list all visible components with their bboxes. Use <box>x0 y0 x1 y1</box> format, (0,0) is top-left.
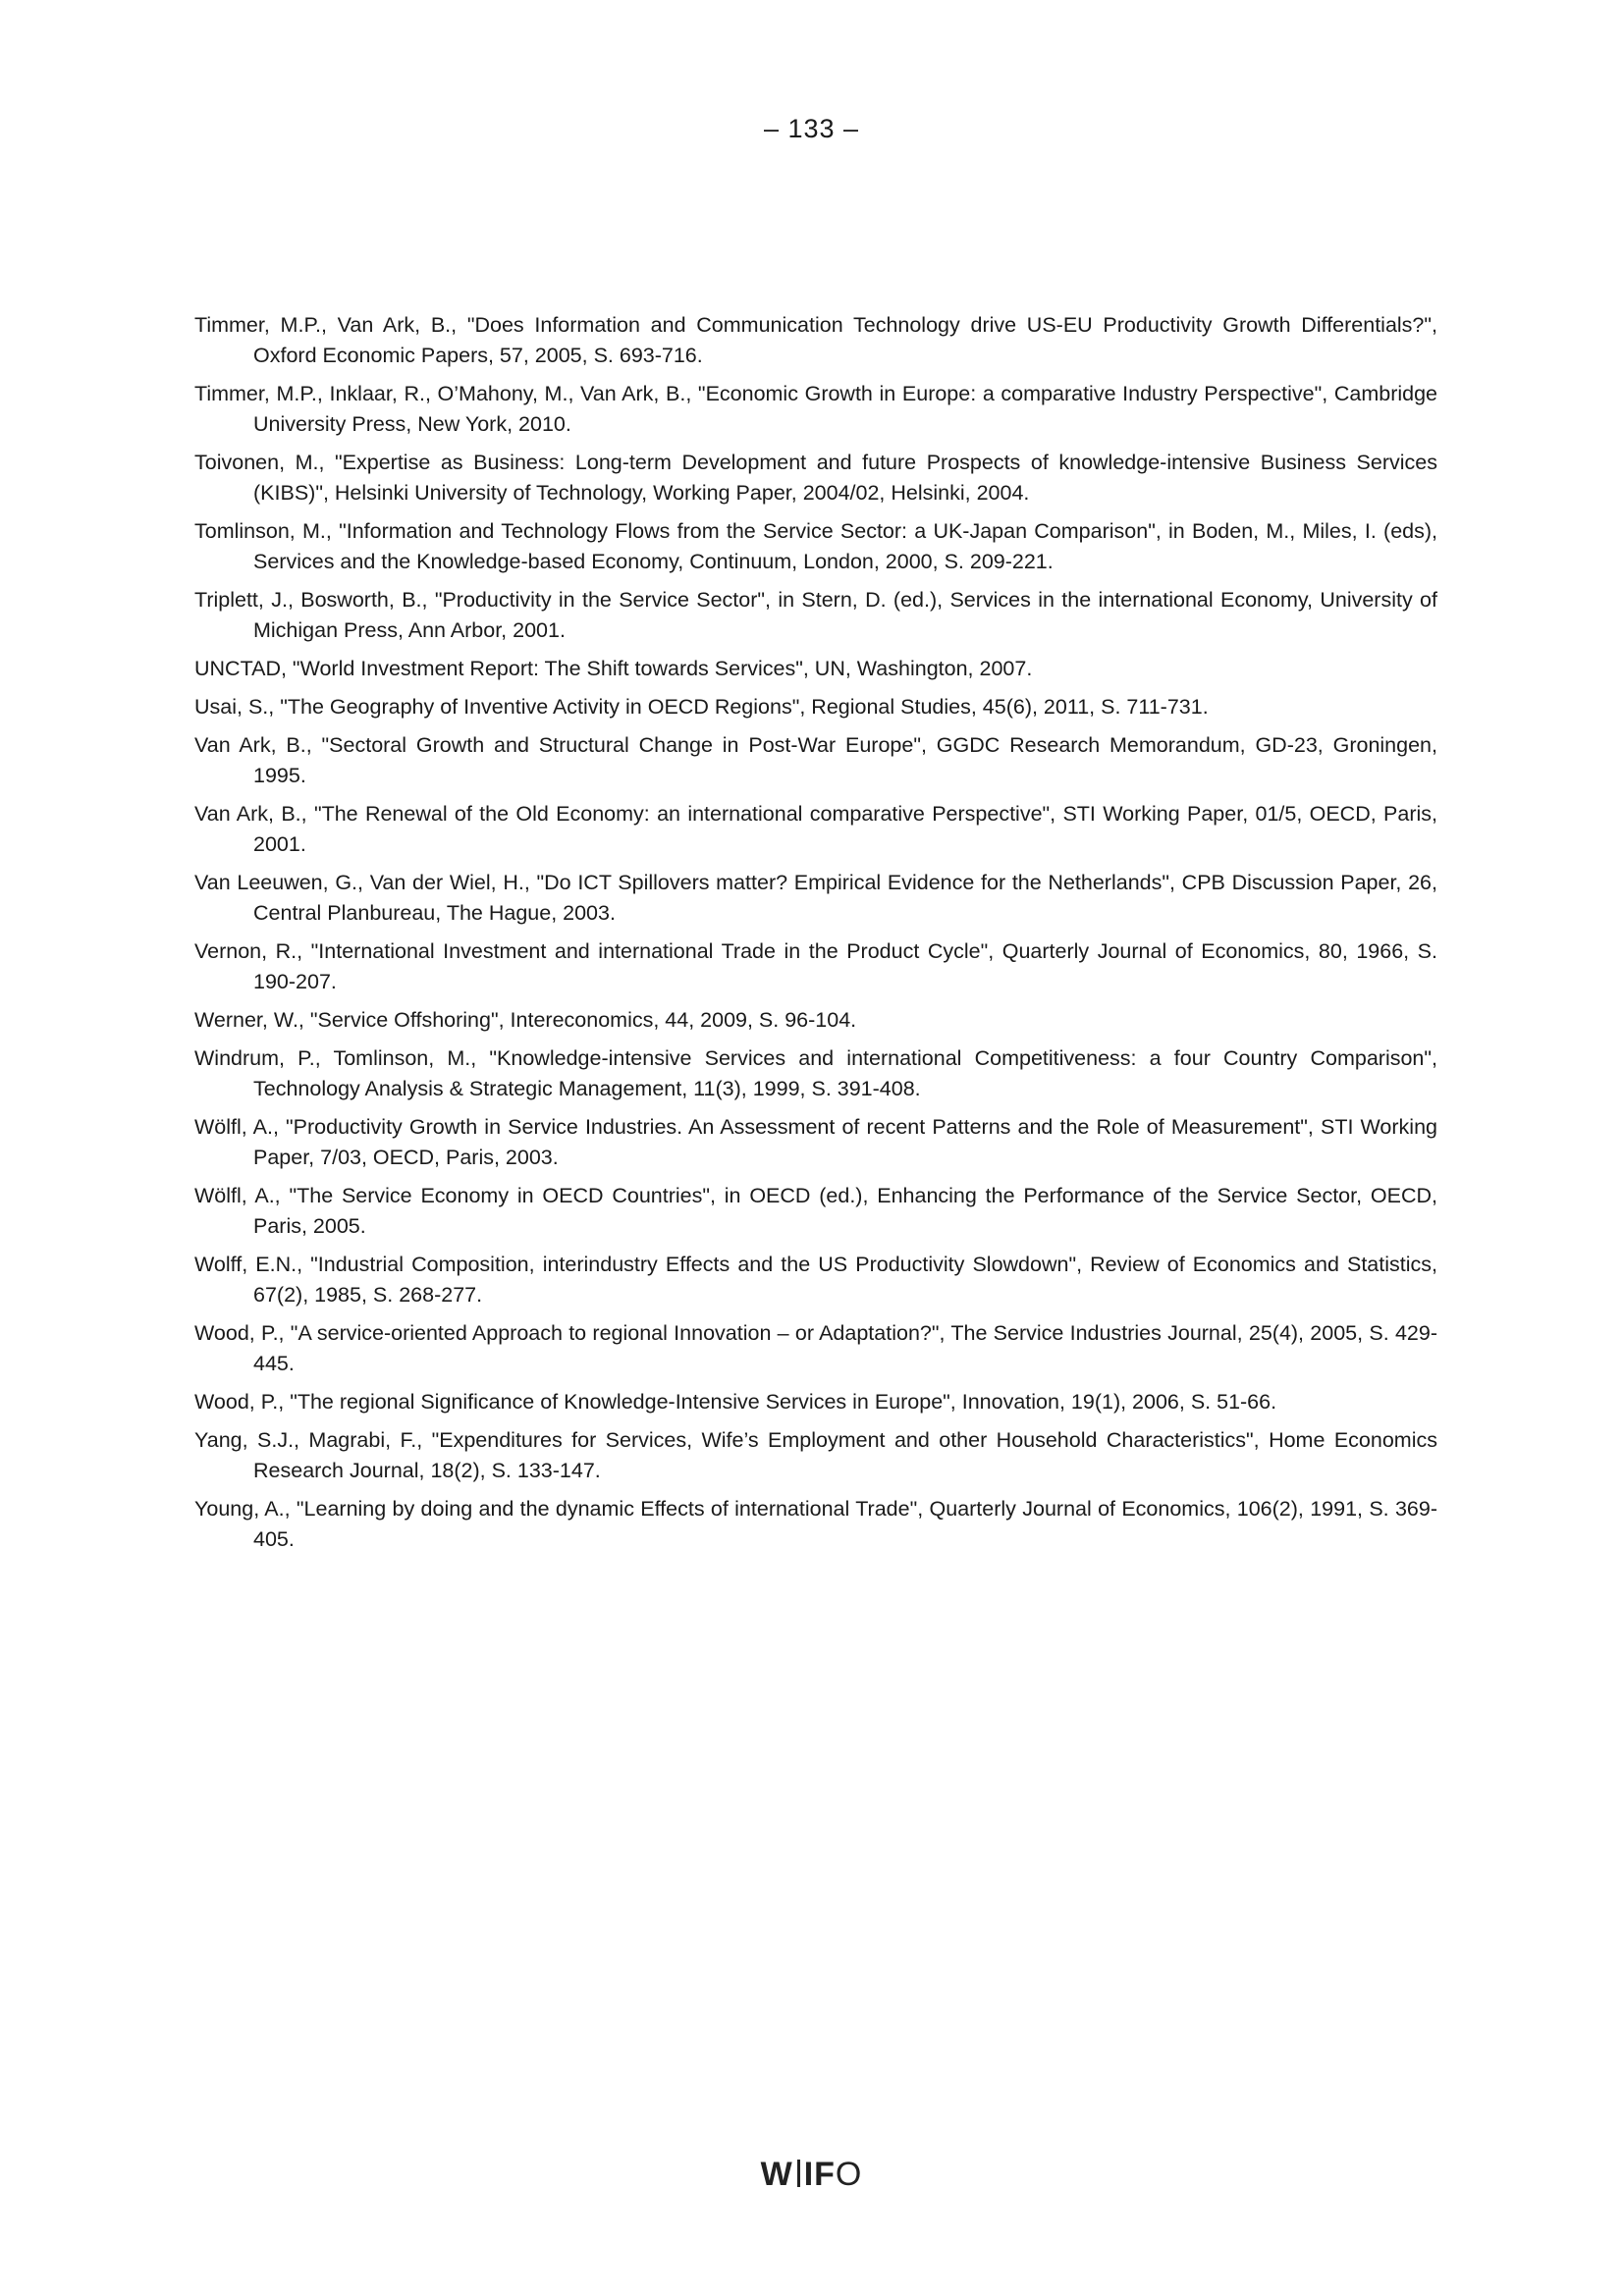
reference-entry: Wölfl, A., "The Service Economy in OECD Countries", in OECD (ed.), Enhancing the Performance of the Service Sector, OECD, Paris, 2005. <box>194 1184 1437 1238</box>
reference-entry: Wood, P., "A service-oriented Approach to regional Innovation – or Adaptation?", The Service Industries Journal, 25(4), 2005, S. 429-445. <box>194 1321 1437 1375</box>
reference-entry: Wolff, E.N., "Industrial Composition, interindustry Effects and the US Productivity Slowdown", Review of Economics and Statistics, 67(2), 1985, S. 268-277. <box>194 1253 1437 1307</box>
reference-entry: Timmer, M.P., Inklaar, R., O’Mahony, M., Van Ark, B., "Economic Growth in Europe: a comparative Industry Perspective", Cambridge University Press, New York, 2010. <box>194 382 1437 436</box>
wifo-logo <box>0 2156 1623 2194</box>
reference-entry: Vernon, R., "International Investment and international Trade in the Product Cycle", Quarterly Journal of Economics, 80, 1966, S. 190-207. <box>194 939 1437 993</box>
reference-entry: Windrum, P., Tomlinson, M., "Knowledge-intensive Services and international Competitiveness: a four Country Comparison", Technology Analysis & Strategic Management, 11(3), 1999, S. 391-408. <box>194 1046 1437 1100</box>
reference-entry: Yang, S.J., Magrabi, F., "Expenditures for Services, Wife’s Employment and other Household Characteristics", Home Economics Research Journal, 18(2), S. 133-147. <box>194 1428 1437 1482</box>
logo-letter-w: W <box>760 2156 793 2193</box>
reference-entry: Usai, S., "The Geography of Inventive Activity in OECD Regions", Regional Studies, 45(6), 2011, S. 711-731. <box>194 695 1209 719</box>
page-number: – 133 – <box>763 114 860 143</box>
reference-entry: Toivonen, M., "Expertise as Business: Long-term Development and future Prospects of knowledge-intensive Business Services (KIBS)", Helsinki University of Technology, Working Paper, 2004/02, Helsinki, 2004. <box>194 451 1437 505</box>
reference-entry: Tomlinson, M., "Information and Technology Flows from the Service Sector: a UK-Japan Comparison", in Boden, M., Miles, I. (eds), Services and the Knowledge-based Economy, Continuum, London, 2000, S. 209-221. <box>194 519 1437 573</box>
reference-entry: Van Leeuwen, G., Van der Wiel, H., "Do ICT Spillovers matter? Empirical Evidence for the Netherlands", CPB Discussion Paper, 26, Central Planbureau, The Hague, 2003. <box>194 871 1437 925</box>
reference-entry: Wölfl, A., "Productivity Growth in Service Industries. An Assessment of recent Patterns and the Role of Measurement", STI Working Paper, 7/03, OECD, Paris, 2003. <box>194 1115 1437 1169</box>
reference-list <box>194 310 1437 1563</box>
reference-entry: Young, A., "Learning by doing and the dynamic Effects of international Trade", Quarterly Journal of Economics, 106(2), 1991, S. 369-405. <box>194 1497 1437 1551</box>
reference-entry: Timmer, M.P., Van Ark, B., "Does Information and Communication Technology drive US-EU Productivity Growth Differentials?", Oxford Economic Papers, 57, 2005, S. 693-716. <box>194 313 1437 367</box>
reference-entry: Werner, W., "Service Offshoring", Intereconomics, 44, 2009, S. 96-104. <box>194 1008 857 1032</box>
logo-separator <box>797 2160 800 2187</box>
reference-entry: Triplett, J., Bosworth, B., "Productivity in the Service Sector", in Stern, D. (ed.), Services in the international Economy, University of Michigan Press, Ann Arbor, 2001. <box>194 588 1437 642</box>
logo-letters-if: IF <box>803 2156 836 2193</box>
reference-entry: Wood, P., "The regional Significance of Knowledge-Intensive Services in Europe", Innovation, 19(1), 2006, S. 51-66. <box>194 1390 1277 1414</box>
reference-entry: Van Ark, B., "The Renewal of the Old Economy: an international comparative Perspective", STI Working Paper, 01/5, OECD, Paris, 2001. <box>194 802 1437 856</box>
reference-entry: Van Ark, B., "Sectoral Growth and Structural Change in Post-War Europe", GGDC Research Memorandum, GD-23, Groningen, 1995. <box>194 733 1437 787</box>
reference-entry: UNCTAD, "World Investment Report: The Shift towards Services", UN, Washington, 2007. <box>194 657 1033 680</box>
logo-letter-o: O <box>835 2156 863 2193</box>
